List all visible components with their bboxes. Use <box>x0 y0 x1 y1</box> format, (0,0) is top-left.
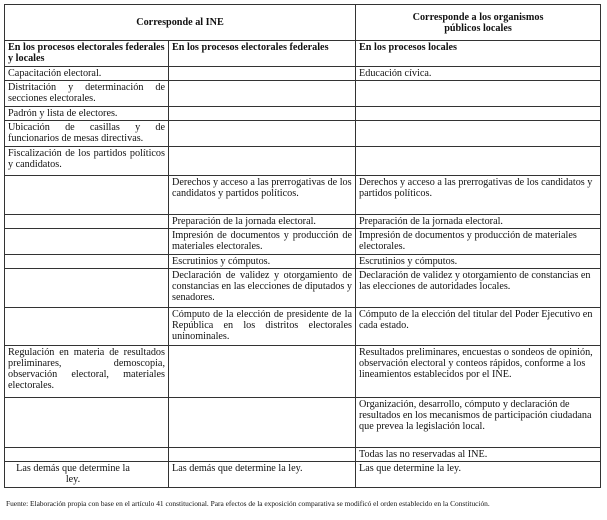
cell-col1: Ubicación de casillas y de funcionarios de mesas directivas. <box>5 121 169 147</box>
table-row <box>5 462 601 488</box>
cell-col2 <box>169 448 356 462</box>
cell-col2 <box>169 107 356 121</box>
cell-col3: Declaración de validez y otorgamiento de constancias en las elecciones de autoridades locales. <box>356 269 601 308</box>
subheader-federal-and-local: En los procesos electorales federales y locales <box>5 41 169 67</box>
cell-col2: Derechos y acceso a las prerrogativas de los candidatos y partidos políticos. <box>169 176 356 215</box>
table-header-row <box>5 5 601 41</box>
cell-col1: Padrón y lista de electores. <box>5 107 169 121</box>
table-row <box>5 107 601 121</box>
cell-col1 <box>5 448 169 462</box>
cell-col2 <box>169 147 356 176</box>
comparison-table <box>4 4 601 488</box>
cell-col1: Las demás que determine la ley. <box>5 462 169 488</box>
header-local-bodies: Corresponde a los organismos públicos locales <box>356 5 601 41</box>
table-row <box>5 121 601 147</box>
cell-col3: Todas las no reservadas al INE. <box>356 448 601 462</box>
cell-col2: Cómputo de la elección de presidente de la República en los distritos electorales uninominales. <box>169 308 356 346</box>
cell-col1 <box>5 215 169 229</box>
cell-col2 <box>169 67 356 81</box>
subheader-federal: En los procesos electorales federales <box>169 41 356 67</box>
cell-col2: Preparación de la jornada electoral. <box>169 215 356 229</box>
cell-col1 <box>5 269 169 308</box>
table-row <box>5 176 601 215</box>
cell-col2: Escrutinios y cómputos. <box>169 255 356 269</box>
cell-col3 <box>356 81 601 107</box>
cell-col3 <box>356 107 601 121</box>
cell-col1 <box>5 255 169 269</box>
table-row <box>5 308 601 346</box>
table-row <box>5 81 601 107</box>
table-row <box>5 346 601 398</box>
table-row <box>5 448 601 462</box>
cell-col3 <box>356 147 601 176</box>
cell-col1 <box>5 176 169 215</box>
cell-col1: Distritación y determinación de secciones electorales. <box>5 81 169 107</box>
source-note: Fuente: Elaboración propia con base en el artículo 41 constitucional. Para efectos de la exposición comparativa se modificó el orden establecido en la Constitución. <box>6 499 490 508</box>
cell-col2: Impresión de documentos y producción de materiales electorales. <box>169 229 356 255</box>
cell-col1: Capacitación electoral. <box>5 67 169 81</box>
header-ine: Corresponde al INE <box>5 5 356 41</box>
cell-col3: Resultados preliminares, encuestas o sondeos de opinión, observación electoral y conteos rápidos, conforme a los lineamientos establecidos por el INE. <box>356 346 601 398</box>
cell-col3: Las que determine la ley. <box>356 462 601 488</box>
cell-col1 <box>5 308 169 346</box>
cell-col1: Fiscalización de los partidos políticos y candidatos. <box>5 147 169 176</box>
table-row <box>5 67 601 81</box>
cell-col2 <box>169 346 356 398</box>
cell-col1 <box>5 398 169 448</box>
cell-col2 <box>169 121 356 147</box>
cell-col2 <box>169 81 356 107</box>
cell-col3: Escrutinios y cómputos. <box>356 255 601 269</box>
cell-col3: Organización, desarrollo, cómputo y declaración de resultados en los mecanismos de participación ciudadana que prevea la legislación local. <box>356 398 601 448</box>
cell-col3: Educación cívica. <box>356 67 601 81</box>
table-row <box>5 147 601 176</box>
table-row <box>5 215 601 229</box>
table-row <box>5 229 601 255</box>
cell-col3: Derechos y acceso a las prerrogativas de los candidatos y partidos políticos. <box>356 176 601 215</box>
cell-col2: Declaración de validez y otorgamiento de constancias en las elecciones de diputados y senadores. <box>169 269 356 308</box>
cell-col1 <box>5 229 169 255</box>
table-row <box>5 255 601 269</box>
cell-col1: Regulación en materia de resultados preliminares, demoscopia, observación electoral, materiales electorales. <box>5 346 169 398</box>
cell-col2: Las demás que determine la ley. <box>169 462 356 488</box>
cell-col3 <box>356 121 601 147</box>
cell-col3: Cómputo de la elección del titular del Poder Ejecutivo en cada estado. <box>356 308 601 346</box>
table-row <box>5 398 601 448</box>
subheader-local: En los procesos locales <box>356 41 601 67</box>
cell-col2 <box>169 398 356 448</box>
cell-col3: Impresión de documentos y producción de materiales electorales. <box>356 229 601 255</box>
table-row <box>5 269 601 308</box>
table-subheader-row <box>5 41 601 67</box>
cell-col3: Preparación de la jornada electoral. <box>356 215 601 229</box>
